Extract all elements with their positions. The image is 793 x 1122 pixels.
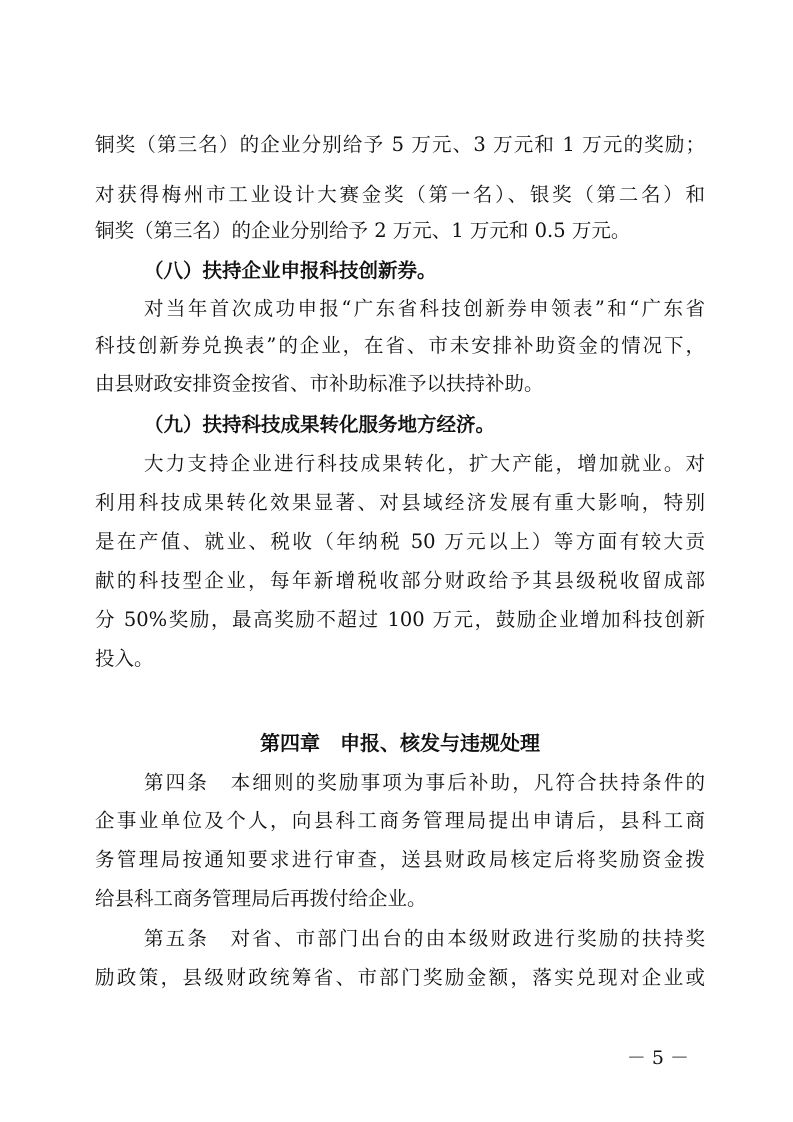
article-text: 对省、市部门出台的由本级财政进行奖励的扶持奖	[208, 927, 705, 950]
article-text: 本细则的奖励事项为事后补助，凡符合扶持条件的	[208, 771, 705, 794]
article-label: 第四条	[144, 771, 209, 794]
text-line: 由县财政安排资金按省、市补助标准予以扶持补助。	[95, 372, 544, 395]
text-line: 务管理局按通知要求进行审查，送县财政局核定后将奖励资金拨	[95, 848, 705, 871]
text-line: 投入。	[95, 647, 154, 670]
text-line: 对当年首次成功申报“广东省科技创新券申领表”和“广东省	[144, 297, 705, 320]
text-line: 给县科工商务管理局后再拨付给企业。	[95, 887, 427, 910]
page-number: － 5 －	[626, 1047, 689, 1069]
text-line: 利用科技成果转化效果显著、对县域经济发展有重大影响，特别	[95, 491, 705, 514]
text-line: 是在产值、就业、税收（年纳税 50 万元以上）等方面有较大贡	[95, 530, 705, 553]
article-5-first-line	[144, 926, 705, 952]
chapter-title: 第四章 申报、核发与违规处理	[260, 731, 540, 755]
article-label: 第五条	[144, 927, 209, 950]
text-line: 科技创新券兑换表”的企业，在省、市未安排补助资金的情况下，	[95, 334, 705, 357]
text-line: 分 50%奖励，最高奖励不超过 100 万元，鼓励企业增加科技创新	[95, 608, 705, 631]
article-4-first-line	[144, 770, 705, 796]
text-line: 励政策，县级财政统筹省、市部门奖励金额，落实兑现对企业或	[95, 966, 705, 989]
text-line: 铜奖（第三名）的企业分别给予 5 万元、3 万元和 1 万元的奖励；	[95, 133, 705, 156]
text-line: 对获得梅州市工业设计大赛金奖（第一名）、银奖（第二名）和	[95, 183, 705, 206]
section-heading-9: （九）扶持科技成果转化服务地方经济。	[144, 413, 496, 436]
section-heading-8: （八）扶持企业申报科技创新券。	[144, 259, 437, 282]
text-line: 铜奖（第三名）的企业分别给予 2 万元、1 万元和 0.5 万元。	[95, 219, 631, 242]
text-line: 大力支持企业进行科技成果转化，扩大产能，增加就业。对	[144, 452, 705, 475]
text-line: 企事业单位及个人，向县科工商务管理局提出申请后，县科工商	[95, 809, 705, 832]
text-line: 献的科技型企业，每年新增税收部分财政给予其县级税收留成部	[95, 569, 705, 592]
